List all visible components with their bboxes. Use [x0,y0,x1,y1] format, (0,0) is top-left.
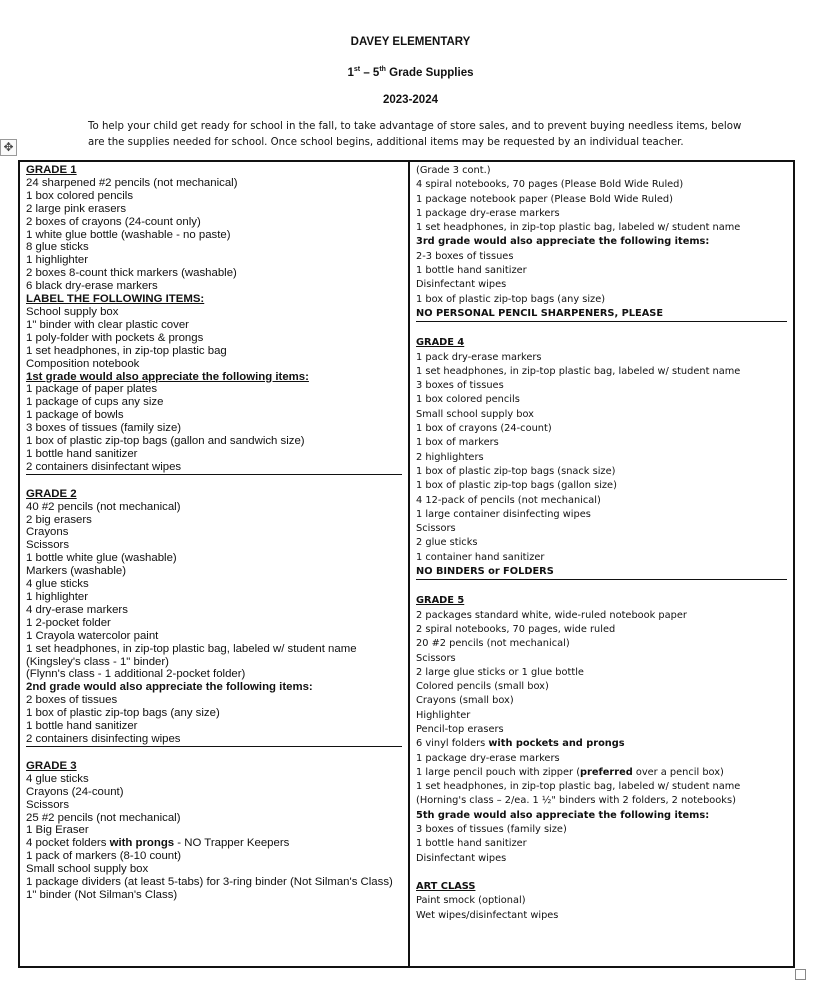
list-item: 1 large pencil pouch with zipper (preferred over a pencil box) [416,766,724,778]
right-column [409,161,794,967]
list-item: 2 big erasers [26,513,92,526]
school-title: DAVEY ELEMENTARY [350,36,471,48]
list-item: 1 package dividers (at least 5-tabs) for 3-ring binder (Not Silman's Class) [26,876,393,889]
list-item: (Grade 3 cont.) [416,165,491,176]
list-item: 1 highlighter [26,591,89,603]
intro-paragraph: To help your child get ready for school in the fall, to take advantage of store sales, and to prevent buying needless items, below are the supplies needed for school. Once school begins, additional items may be requested by an individual teacher. [88,121,742,148]
list-item: Small school supply box [26,863,149,876]
table-move-handle-icon[interactable]: ✥ [0,139,17,156]
list-item: 2 spiral notebooks, 70 pages, wide ruled [416,623,616,635]
list-item: Crayons [26,526,69,539]
list-item: 1 bottle hand sanitizer [26,720,138,733]
list-item: Composition notebook [26,357,140,370]
list-item: 1 package dry-erase markers [416,752,560,764]
list-item: 40 #2 pencils (not mechanical) [26,500,181,513]
list-item: 1" binder (Not Silman's Class) [26,888,178,901]
grade5-appreciate-heading: 5th grade would also appreciate the following items: [416,809,710,821]
table-resize-handle[interactable] [795,969,806,980]
list-item: 1 bottle white glue (washable) [26,552,177,565]
list-item: 1 set headphones, in zip-top plastic bag, labeled w/ student name [416,781,741,793]
list-item: Highlighter [416,709,471,721]
list-item: 24 sharpened #2 pencils (not mechanical) [26,176,238,189]
list-item: 4 dry-erase markers [26,603,128,616]
grade4-heading: GRADE 4 [416,337,465,349]
list-item: 1 box of plastic zip-top bags (any size) [416,293,606,305]
list-item: 1 package of bowls [26,409,124,422]
list-item: 6 black dry-erase markers [26,280,158,293]
list-item: (Flynn's class - 1 additional 2-pocket folder) [26,668,246,681]
art-heading: ART CLASS [416,880,476,892]
list-item: 6 vinyl folders with pockets and prongs [416,738,625,750]
list-item: 1 bottle hand sanitizer [26,447,138,460]
list-item: 4 pocket folders with prongs - NO Trapper Keepers [26,837,290,850]
list-item: Small school supply box [416,408,534,420]
list-item: 2 glue sticks [416,537,478,549]
list-item: Scissors [416,652,456,664]
list-item: 2-3 boxes of tissues [416,250,514,262]
list-item: 1 Crayola watercolor paint [26,629,159,642]
list-item: Pencil-top erasers [416,723,504,735]
list-item: (Horning's class – 2/ea. 1 ½" binders with 2 folders, 2 notebooks) [416,795,736,807]
list-item: 20 #2 pencils (not mechanical) [416,638,570,650]
grade1-heading: GRADE 1 [26,164,77,176]
list-item: 1 set headphones, in zip-top plastic bag, labeled w/ student name [26,642,357,655]
grade-range-title: 1st – 5th Grade Supplies [347,66,474,79]
list-item: 1 package notebook paper (Please Bold Wide Ruled) [416,193,673,205]
list-item: 1 box colored pencils [416,394,520,406]
list-item: 2 large glue sticks or 1 glue bottle [416,666,584,678]
list-item: 4 glue sticks [26,578,89,591]
list-item: School supply box [26,305,119,318]
grade1-label-heading: LABEL THE FOLLOWING ITEMS: [26,293,205,306]
list-item: 1 box of plastic zip-top bags (gallon and sandwich size) [26,435,305,448]
list-item: 3 boxes of tissues [416,380,504,392]
list-item: Disinfectant wipes [416,852,507,864]
list-item: Crayons (24-count) [26,785,124,798]
list-item: 1 package dry-erase markers [416,207,560,219]
list-item: 1 poly-folder with pockets & prongs [26,331,204,344]
grade1-appreciate-heading: 1st grade would also appreciate the following items: [26,370,309,383]
list-item: 1 set headphones, in zip-top plastic bag [26,344,227,357]
list-item: Scissors [416,523,456,535]
list-item: 1" binder with clear plastic cover [26,318,189,331]
grade3-note: NO PERSONAL PENCIL SHARPENERS, PLEASE [416,307,787,322]
grade2-appreciate-heading: 2nd grade would also appreciate the following items: [26,681,313,694]
list-item: Disinfectant wipes [416,279,507,291]
left-column [19,161,409,967]
list-item: 1 container hand sanitizer [416,551,545,563]
list-item: 2 boxes of tissues [26,694,118,707]
list-item: 1 white glue bottle (washable - no paste) [26,228,231,241]
list-item: 2 packages standard white, wide-ruled notebook paper [416,609,687,621]
list-item: Paint smock (optional) [416,895,526,907]
list-item: 8 glue sticks [26,241,89,254]
list-item: 1 2-pocket folder [26,616,111,629]
list-item: 2 containers disinfectant wipes [26,460,182,473]
grade3-heading: GRADE 3 [26,759,77,772]
grade3-appreciate-heading: 3rd grade would also appreciate the following items: [416,236,710,248]
list-item: 1 Big Eraser [26,824,89,837]
list-item: 4 spiral notebooks, 70 pages (Please Bold Wide Ruled) [416,179,684,191]
list-item: 3 boxes of tissues (family size) [416,824,567,836]
list-item: 1 large container disinfecting wipes [416,508,591,520]
list-item: 1 bottle hand sanitizer [416,265,527,277]
list-item: 1 pack of markers (8-10 count) [26,850,182,863]
list-item: 1 highlighter [26,254,89,267]
list-item: 2 boxes 8-count thick markers (washable) [26,267,237,280]
list-item: 1 bottle hand sanitizer [416,838,527,850]
list-item: 1 set headphones, in zip-top plastic bag, labeled w/ student name [416,365,741,377]
list-item: Markers (washable) [26,565,127,578]
list-item: 2 containers disinfecting wipes [26,732,181,745]
list-item: 1 box of crayons (24-count) [416,423,552,435]
supplies-table [18,160,795,968]
list-item: 1 box of plastic zip-top bags (any size) [26,707,220,720]
school-year: 2023-2024 [383,94,438,106]
list-item: Scissors [26,539,70,552]
list-item: 25 #2 pencils (not mechanical) [26,811,181,824]
list-item: 1 box of plastic zip-top bags (gallon size) [416,480,617,492]
list-item: 1 box of markers [416,437,499,449]
grade5-heading: GRADE 5 [416,595,465,607]
list-item: 1 box of plastic zip-top bags (snack size) [416,465,616,477]
list-item: (Kingsley's class - 1" binder) [26,655,169,668]
list-item: 2 highlighters [416,451,484,463]
list-item: 1 set headphones, in zip-top plastic bag, labeled w/ student name [416,222,741,234]
list-item: 1 pack dry-erase markers [416,351,542,363]
list-item: Crayons (small box) [416,695,514,707]
list-item: 1 package of cups any size [26,396,164,409]
list-item: Wet wipes/disinfectant wipes [416,909,559,921]
list-item: Scissors [26,798,70,811]
list-item: Colored pencils (small box) [416,681,549,693]
list-item: 1 box colored pencils [26,189,134,202]
list-item: 4 glue sticks [26,772,89,785]
list-item: 3 boxes of tissues (family size) [26,422,182,435]
grade4-note: NO BINDERS or FOLDERS [416,565,787,580]
list-item: 2 large pink erasers [26,202,127,215]
grade2-heading: GRADE 2 [26,487,77,500]
list-item: 2 boxes of crayons (24-count only) [26,215,201,228]
list-item: 4 12-pack of pencils (not mechanical) [416,494,601,506]
list-item: 1 package of paper plates [26,383,158,396]
